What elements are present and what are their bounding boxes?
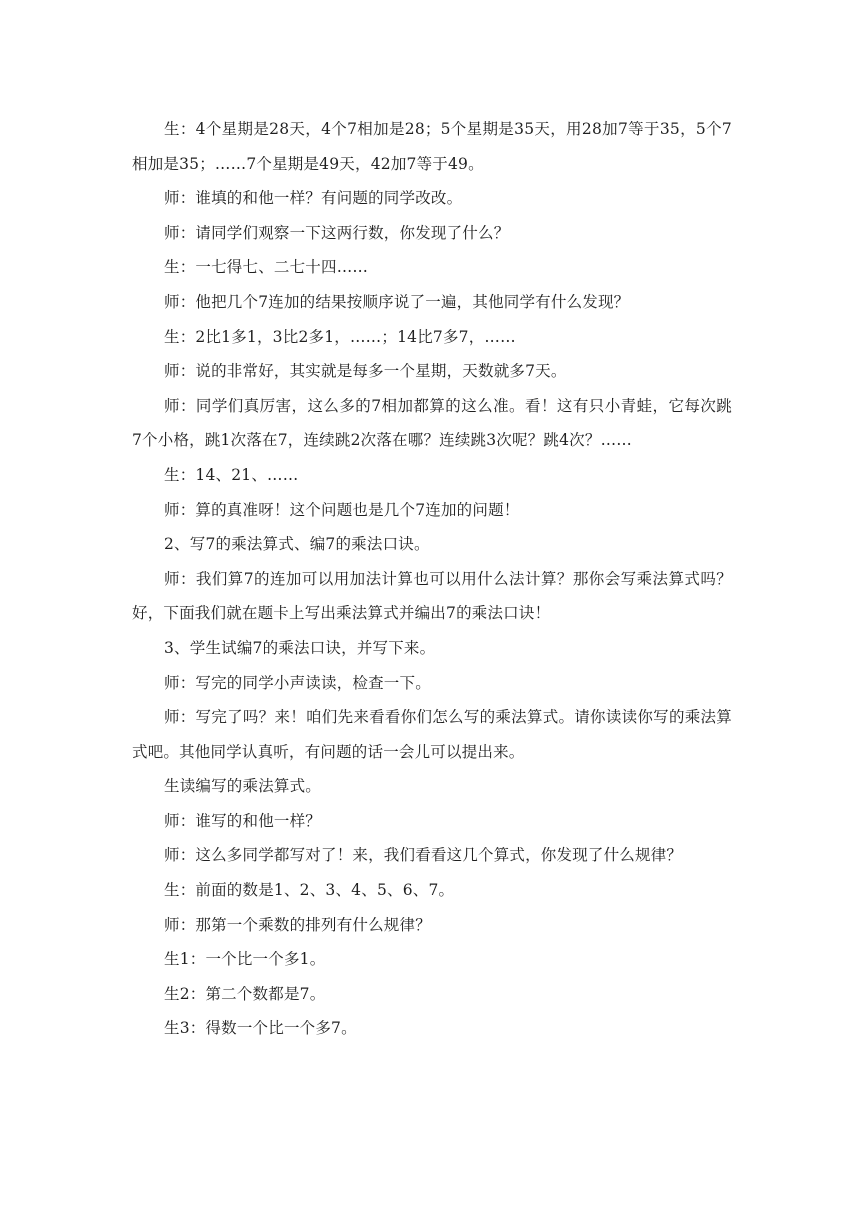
paragraph-22: 生2：第二个数都是7。 <box>164 984 326 1003</box>
paragraph-21: 生1：一个比一个多1。 <box>164 950 326 969</box>
paragraph-20: 师：那第一个乘数的排列有什么规律？ <box>164 915 431 934</box>
section-heading-3: 3、学生试编7的乘法口诀，并写下来。 <box>164 638 436 657</box>
document-body <box>132 112 732 1046</box>
paragraph-8: 师：同学们真厉害，这么多的7相加都算的这么准。看！这有只小青蛙，它每次跳7个小格，跳1次落在7，连续跳2次落在哪？连续跳3次呢？跳4次？…… <box>132 396 732 450</box>
paragraph-6: 生：2比1多1，3比2多1，……；14比7多7，…… <box>164 327 516 346</box>
section-heading-2: 2、写7的乘法算式、编7的乘法口诀。 <box>164 535 430 554</box>
paragraph-2: 师：谁填的和他一样？有问题的同学改改。 <box>164 189 463 208</box>
paragraph-18: 师：这么多同学都写对了！来，我们看看这几个算式，你发现了什么规律？ <box>164 846 683 865</box>
paragraph-15: 师：写完了吗？来！咱们先来看看你们怎么写的乘法算式。请你读读你写的乘法算式吧。其他同学认真听，有问题的话一会儿可以提出来。 <box>132 708 732 761</box>
paragraph-9: 生：14、21、…… <box>164 465 299 484</box>
paragraph-17: 师：谁写的和他一样？ <box>164 811 322 830</box>
paragraph-16: 生读编写的乘法算式。 <box>164 777 322 796</box>
paragraph-5: 师：他把几个7连加的结果按顺序说了一遍，其他同学有什么发现？ <box>164 292 630 311</box>
paragraph-7: 师：说的非常好，其实就是每多一个星期，天数就多7天。 <box>164 362 567 381</box>
paragraph-3: 师：请同学们观察一下这两行数，你发现了什么？ <box>164 223 510 242</box>
paragraph-4: 生：一七得七、二七十四…… <box>164 258 369 277</box>
paragraph-23: 生3：得数一个比一个多7。 <box>164 1019 357 1038</box>
paragraph-19: 生：前面的数是1、2、3、4、5、6、7。 <box>164 881 455 900</box>
paragraph-14: 师：写完的同学小声读读，检查一下。 <box>164 673 431 692</box>
paragraph-1: 生：4个星期是28天，4个7相加是28；5个星期是35天，用28加7等于35，5个7相加是35；……7个星期是49天，42加7等于49。 <box>132 120 732 173</box>
paragraph-10: 师：算的真准呀！这个问题也是几个7连加的问题！ <box>164 500 520 519</box>
paragraph-12: 师：我们算7的连加可以用加法计算也可以用什么法计算？那你会写乘法算式吗？好，下面我们就在题卡上写出乘法算式并编出7的乘法口诀！ <box>132 569 732 623</box>
